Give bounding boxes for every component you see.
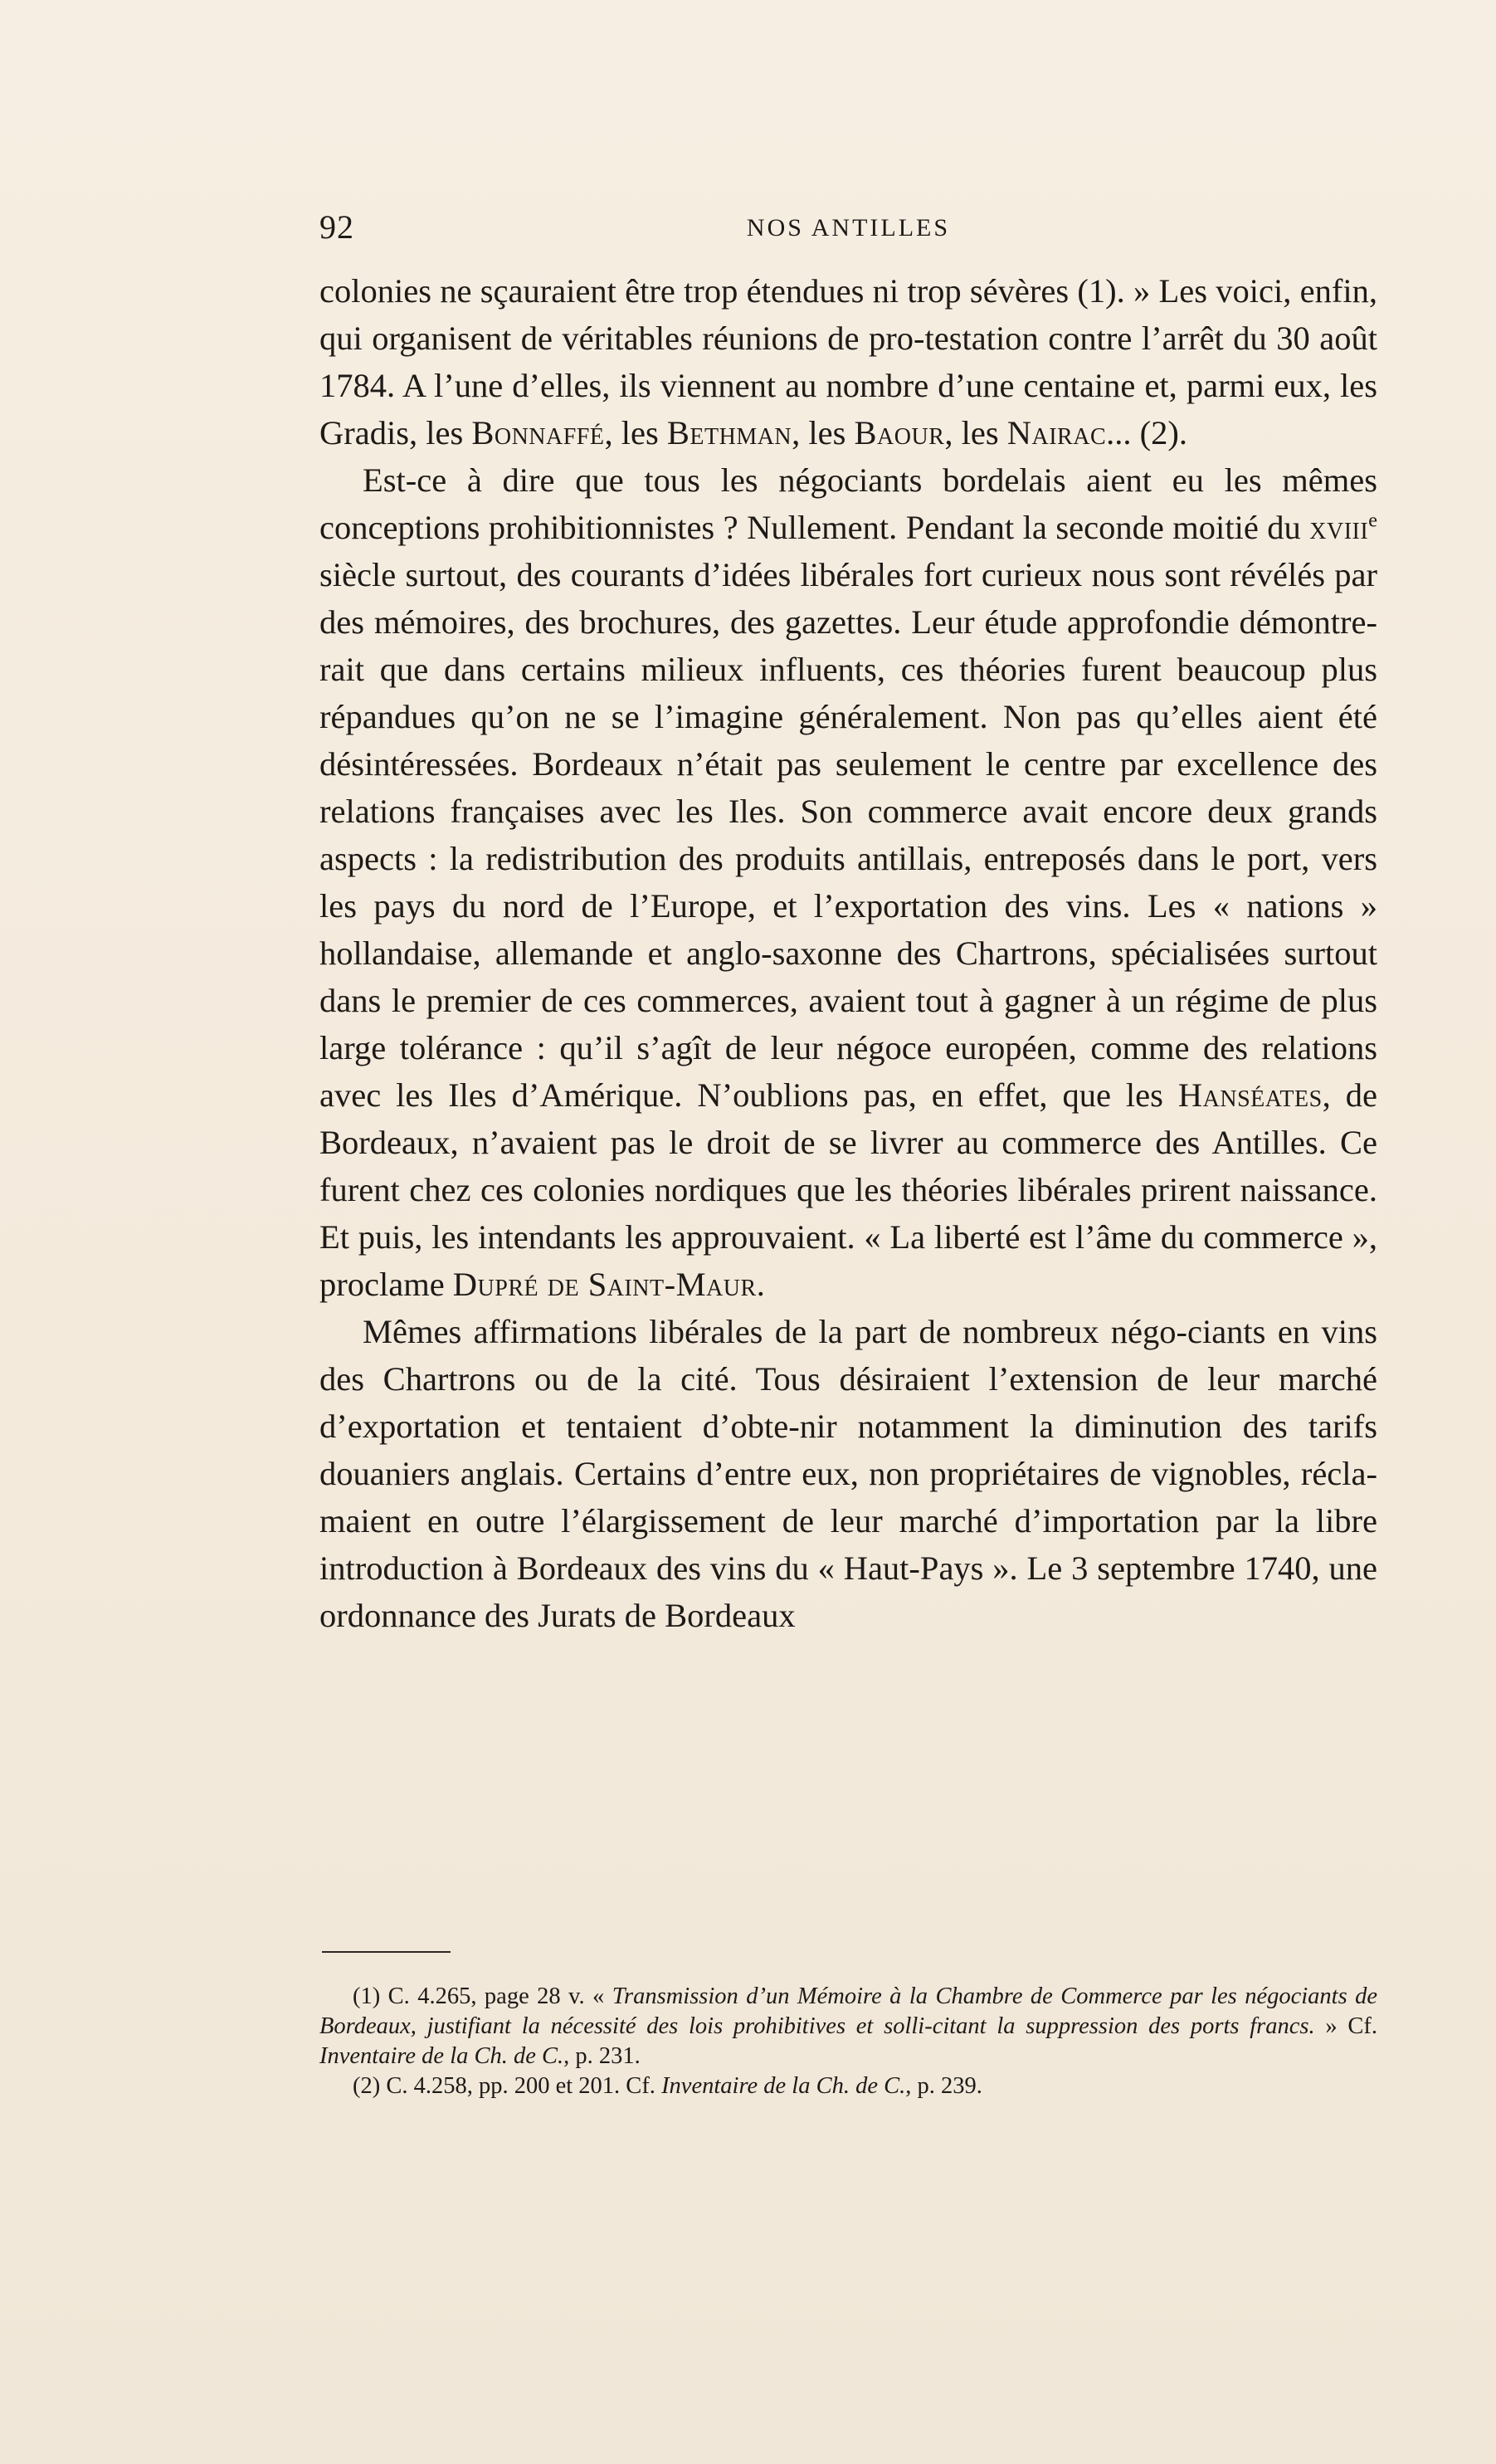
paragraph-1-text-a: colonies ne sçauraient être trop étendues ni trop sévères (1). » Les voici, enfin, qui organisent de véritables réunions de pro-testation contre l’arrêt du 30 août 1784. A l’une d’elles, ils viennent au nombre d’une centaine et, parmi eux, les Gradis, les [319,272,1377,451]
name-baour: Baour [854,414,945,451]
paragraph-2-text-b: siècle surtout, des courants d’idées libérales fort curieux nous sont révélés par des mémoires, des brochures, des gazettes. Leur étude approfondie démontre-rait que dans certains milieux influents, ces théories furent beaucoup plus répandues qu’on ne se l’imagine généralement. Non pas qu’elles aient été désintéressées. Bordeaux n’était pas seulement le centre par excellence des relations françaises avec les Iles. Son commerce avait encore deux grands aspects : la redistribution des produits antillais, entreposés dans le port, vers les pays du nord de l’Europe, et l’exportation des vins. Les « nations » hollandaise, allemande et anglo-saxonne des Chartrons, spécialisées surtout dans le premier de ces commerces, avaient tout à gagner à un régime de plus large tolérance : qu’il s’agît de leur négoce européen, comme des relations avec les Iles d’Amérique. N’oublions pas, en effet, que les [319,556,1377,1114]
separator: , les [792,414,855,451]
name-hanseates: Hanséates [1177,1076,1323,1114]
main-text [319,267,1377,1639]
footnote-1 [319,1982,1377,2071]
name-dupre-de-saint-maur: Dupré de Saint-Maur [452,1266,757,1303]
paragraph-1-text-b: ... (2). [1106,414,1187,451]
footnotes [319,1982,1377,2101]
century-numeral: xviii [1309,509,1369,546]
paragraph-2-text-d: . [756,1266,765,1303]
separator: , les [944,414,1007,451]
name-nairac: Nairac [1006,414,1107,451]
footnote-2-text-a: (2) C. 4.258, pp. 200 et 201. Cf. [353,2073,662,2099]
footnote-1-italic-title: Transmission d’un Mémoire à la Chambre de Commerce par les négociants de Bordeaux, justifiant la nécessité des lois prohibitives et solli-citant la suppression des ports francs. [319,1983,1377,2039]
footnote-2-italic-ref: Inventaire de la Ch. de C. [661,2073,906,2099]
paragraph-2 [319,456,1377,1308]
footnote-divider [322,1951,451,1953]
footnote-1-text-b: » Cf. [1314,2013,1378,2039]
page-number: 92 [319,208,354,246]
century-superscript: e [1368,509,1377,532]
footnote-1-text-c: , p. 231. [563,2043,641,2069]
name-bonnaffe: Bonnaffé [471,414,605,451]
page-header [319,207,1377,249]
running-head: NOS ANTILLES [746,214,951,242]
paragraph-2-text-c: , de Bordeaux, n’avaient pas le droit de se livrer au commerce des Antilles. Ce furent chez ces colonies nordiques que les théories libérales prirent naissance. Et puis, les intendants les approuvaient. « La liberté est l’âme du commerce », proclame [319,1076,1377,1303]
name-bethman: Bethman [666,414,792,451]
footnote-1-italic-ref: Inventaire de la Ch. de C. [319,2043,564,2069]
paragraph-1 [319,267,1377,456]
footnote-2 [319,2071,1377,2101]
footnote-1-text-a: (1) C. 4.265, page 28 v. « [353,1983,612,2009]
paragraph-2-text-a: Est-ce à dire que tous les négociants bordelais aient eu les mêmes conceptions prohibitionnistes ? Nullement. Pendant la seconde moitié du [319,461,1377,546]
paragraph-3: Mêmes affirmations libérales de la part de nombreux négo-ciants en vins des Chartrons ou de la cité. Tous désiraient l’extension de leur marché d’exportation et tentaient d’obte-nir notamment la diminution des tarifs douaniers anglais. Certains d’entre eux, non propriétaires de vignobles, récla-maient en outre l’élargissement de leur marché d’importation par la libre introduction à Bordeaux des vins du « Haut-Pays ». Le 3 septembre 1740, une ordonnance des Jurats de Bordeaux [319,1313,1377,1634]
separator: , les [604,414,667,451]
footnote-2-text-b: , p. 239. [905,2073,982,2099]
